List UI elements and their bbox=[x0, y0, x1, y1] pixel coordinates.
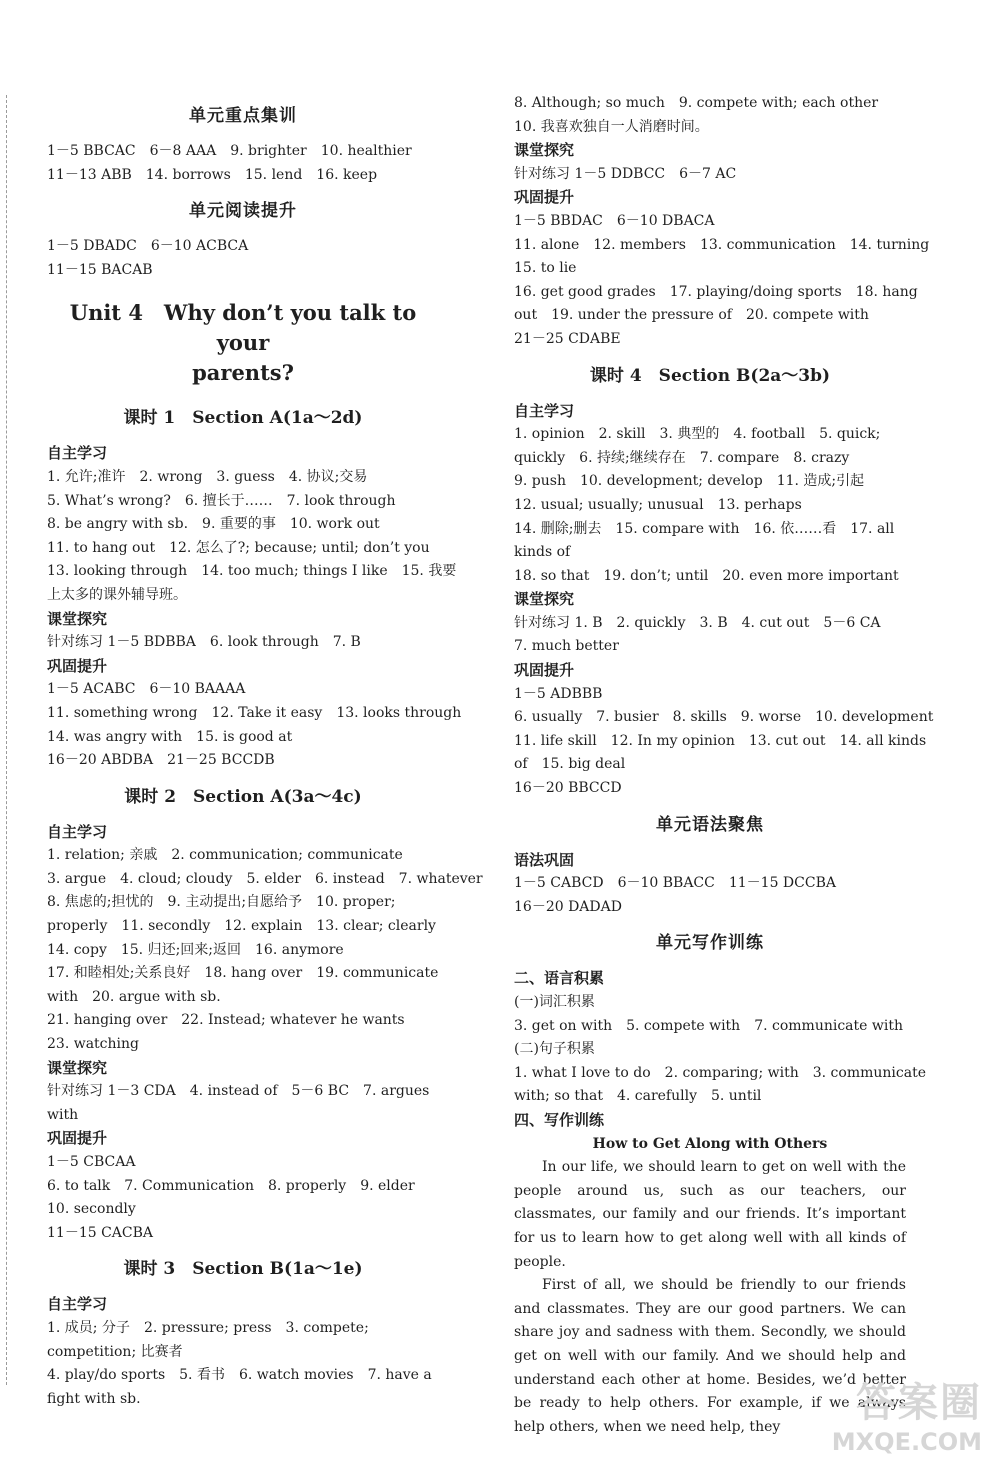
answer-line: 11. to hang out 12. 怎么了?; because; until; don’t you bbox=[47, 539, 430, 556]
subsection-title: 自主学习 bbox=[47, 444, 108, 463]
answer-line: 1－5 BBCAC 6－8 AAA 9. brighter 10. healthier bbox=[47, 143, 412, 159]
subsection-title: 二、语言积累 bbox=[514, 969, 605, 988]
answer-line: 1－5 ADBBB bbox=[514, 685, 603, 702]
subsection-title: 四、写作训练 bbox=[514, 1110, 605, 1129]
site-watermark bbox=[832, 1371, 982, 1456]
answer-line: 16－20 DADAD bbox=[514, 898, 622, 915]
answer-line: 16－20 ABDBA 21－25 BCCDB bbox=[47, 752, 275, 769]
subsection-title: 自主学习 bbox=[47, 1295, 108, 1314]
answer-line: with; so that 4. carefully 5. until bbox=[514, 1088, 762, 1105]
subsection-title: 自主学习 bbox=[514, 401, 575, 420]
answer-line: 13. looking through 14. too much; things I like 15. 我要 bbox=[47, 563, 457, 580]
answer-line: 16－20 BBCCD bbox=[514, 780, 622, 797]
subsection-title: 课堂探究 bbox=[514, 141, 575, 160]
answer-line: kinds of bbox=[514, 544, 571, 561]
subsection-title: 自主学习 bbox=[47, 822, 108, 841]
answer-line: 针对练习 1. B 2. quickly 3. B 4. cut out 5－6 CA bbox=[514, 614, 881, 631]
answer-line: 针对练习 1－3 CDA 4. instead of 5－6 BC 7. argues bbox=[47, 1083, 430, 1100]
answer-line: 针对练习 1－5 DDBCC 6－7 AC bbox=[514, 165, 737, 182]
answer-line: 18. so that 19. don’t; until 20. even more important bbox=[514, 567, 899, 584]
answer-line: 11. life skill 12. In my opinion 13. cut out 14. all kinds bbox=[514, 732, 927, 749]
answer-line: 1－5 CABCD 6－10 BBACC 11－15 DCCBA bbox=[514, 875, 836, 892]
answer-line: 5. What’s wrong? 6. 擅长于…… 7. look through bbox=[47, 492, 396, 509]
essay-paragraph: In our life, we should learn to get on well with the people around us, such as our teachers, our classmates, our family and our friends. It’s important for us to learn how to get along well with all kinds of people. bbox=[514, 1159, 906, 1270]
subsection-title: 巩固提升 bbox=[514, 188, 575, 207]
answer-line: 1－5 ACABC 6－10 BAAAA bbox=[47, 681, 246, 698]
answer-line: 11－15 BACAB bbox=[47, 261, 153, 278]
answer-line: 8. be angry with sb. 9. 重要的事 10. work out bbox=[47, 516, 380, 533]
answer-line: 8. 焦虑的;担忧的 9. 主动提出;自愿给予 10. proper; bbox=[47, 894, 396, 911]
subsection-title: 课堂探究 bbox=[47, 609, 108, 628]
watermark-logo-text: 答案圈 bbox=[856, 1380, 982, 1426]
answer-line: 10. 我喜欢独自一人消磨时间。 bbox=[514, 118, 709, 135]
section-title-unit-focus: 单元重点集训 bbox=[189, 106, 297, 126]
unit-title: Unit 4 Why don’t you talk to your bbox=[69, 300, 417, 356]
answer-line: 1. 允许;准许 2. wrong 3. guess 4. 协议;交易 bbox=[47, 468, 368, 485]
unit-title: parents? bbox=[192, 360, 294, 386]
answer-line: 17. 和睦相处;关系良好 18. hang over 19. communicate bbox=[47, 965, 439, 982]
answer-line: out 19. under the pressure of 20. compete with bbox=[514, 307, 869, 324]
section-title-reading: 单元阅读提升 bbox=[189, 201, 297, 222]
answer-line: 8. Although; so much 9. compete with; each other bbox=[514, 95, 879, 111]
answer-line: 14. 删除;删去 15. compare with 16. 依……看 17. all bbox=[514, 520, 895, 537]
subsection-title: 巩固提升 bbox=[47, 1129, 108, 1148]
answer-line: 12. usual; usually; unusual 13. perhaps bbox=[514, 496, 802, 513]
answer-line: 15. to lie bbox=[514, 260, 577, 277]
subsection-title: (二)句子积累 bbox=[514, 1041, 595, 1058]
answer-line: 1－5 CBCAA bbox=[47, 1154, 136, 1170]
answer-line: 11－13 ABB 14. borrows 15. lend 16. keep bbox=[47, 166, 378, 183]
answer-line: 1－5 BBDAC 6－10 DBACA bbox=[514, 212, 715, 229]
answer-line: with 20. argue with sb. bbox=[47, 988, 221, 1005]
essay-paragraph: First of all, we should be friendly to our friends and classmates. They are our good partners. We can share joy and sadness with them. Secondly, we should get on well with our family. And we should help and understand each other at home. Besides, we’d better be ready to help others. For example, if we always help others, when we need help, they bbox=[514, 1277, 906, 1435]
margin-rule bbox=[6, 95, 8, 1385]
lesson-title: 课时 2 Section A(3a～4c) bbox=[124, 786, 362, 807]
essay-title: How to Get Along with Others bbox=[592, 1135, 828, 1152]
answer-line: 6. to talk 7. Communication 8. properly 9. elder bbox=[47, 1177, 415, 1194]
left-column bbox=[47, 92, 483, 1411]
section-title-grammar: 单元语法聚焦 bbox=[656, 814, 764, 835]
subsection-title: 巩固提升 bbox=[514, 661, 575, 680]
answer-line: 1－5 DBADC 6－10 ACBCA bbox=[47, 238, 249, 255]
answer-line: 针对练习 1－5 BDBBA 6. look through 7. B bbox=[47, 634, 361, 651]
answer-line: 3. argue 4. cloud; cloudy 5. elder 6. instead 7. whatever bbox=[47, 870, 483, 887]
answer-line: 11. alone 12. members 13. communication 14. turning bbox=[514, 236, 930, 253]
answer-line: 14. copy 15. 归还;回来;返回 16. anymore bbox=[47, 941, 344, 958]
answer-line: 9. push 10. development; develop 11. 造成;引起 bbox=[514, 473, 865, 490]
answer-line: of 15. big deal bbox=[514, 756, 626, 773]
answer-line: 11－15 CACBA bbox=[47, 1224, 154, 1241]
answer-line: competition; 比赛者 bbox=[47, 1343, 183, 1360]
answer-line: 1. opinion 2. skill 3. 典型的 4. football 5. quick; bbox=[514, 426, 881, 443]
answer-line: 21. hanging over 22. Instead; whatever he wants bbox=[47, 1012, 405, 1029]
answer-line: 1. 成员; 分子 2. pressure; press 3. compete; bbox=[47, 1319, 369, 1336]
answer-line: 3. get on with 5. compete with 7. communicate with bbox=[514, 1017, 903, 1034]
answer-line: 21－25 CDABE bbox=[514, 330, 621, 347]
answer-line: with bbox=[47, 1106, 79, 1123]
subsection-title: 巩固提升 bbox=[47, 656, 108, 675]
answer-line: fight with sb. bbox=[47, 1390, 141, 1407]
subsection-title: 语法巩固 bbox=[514, 850, 575, 869]
answer-line: 16. get good grades 17. playing/doing sports 18. hang bbox=[514, 283, 918, 300]
answer-line: 4. play/do sports 5. 看书 6. watch movies 7. have a bbox=[47, 1367, 432, 1384]
answer-line: quickly 6. 持续;继续存在 7. compare 8. crazy bbox=[514, 449, 850, 466]
answer-line: 1. relation; 亲戚 2. communication; communicate bbox=[47, 847, 403, 864]
answer-line: 上太多的课外辅导班。 bbox=[47, 586, 187, 603]
lesson-title: 课时 4 Section B(2a～3b) bbox=[589, 365, 831, 386]
watermark-url: MXQE.COM bbox=[831, 1428, 982, 1456]
answer-line: 10. secondly bbox=[47, 1201, 136, 1218]
subsection-title: 课堂探究 bbox=[47, 1058, 108, 1077]
answer-line: 23. watching bbox=[47, 1036, 139, 1053]
answer-line: 6. usually 7. busier 8. skills 9. worse 10. development bbox=[514, 709, 934, 726]
subsection-title: (一)词汇积累 bbox=[514, 994, 595, 1010]
answer-line: 7. much better bbox=[514, 638, 619, 655]
answer-line: 14. was angry with 15. is good at bbox=[47, 728, 293, 745]
answer-line: properly 11. secondly 12. explain 13. clear; clearly bbox=[47, 918, 436, 935]
answer-line: 11. something wrong 12. Take it easy 13. looks through bbox=[47, 704, 462, 721]
section-title-writing: 单元写作训练 bbox=[656, 933, 764, 954]
subsection-title: 课堂探究 bbox=[514, 590, 575, 609]
lesson-title: 课时 3 Section B(1a～1e) bbox=[123, 1259, 363, 1280]
answer-line: 1. what I love to do 2. comparing; with 3. communicate bbox=[514, 1064, 926, 1081]
lesson-title: 课时 1 Section A(1a～2d) bbox=[123, 408, 363, 429]
